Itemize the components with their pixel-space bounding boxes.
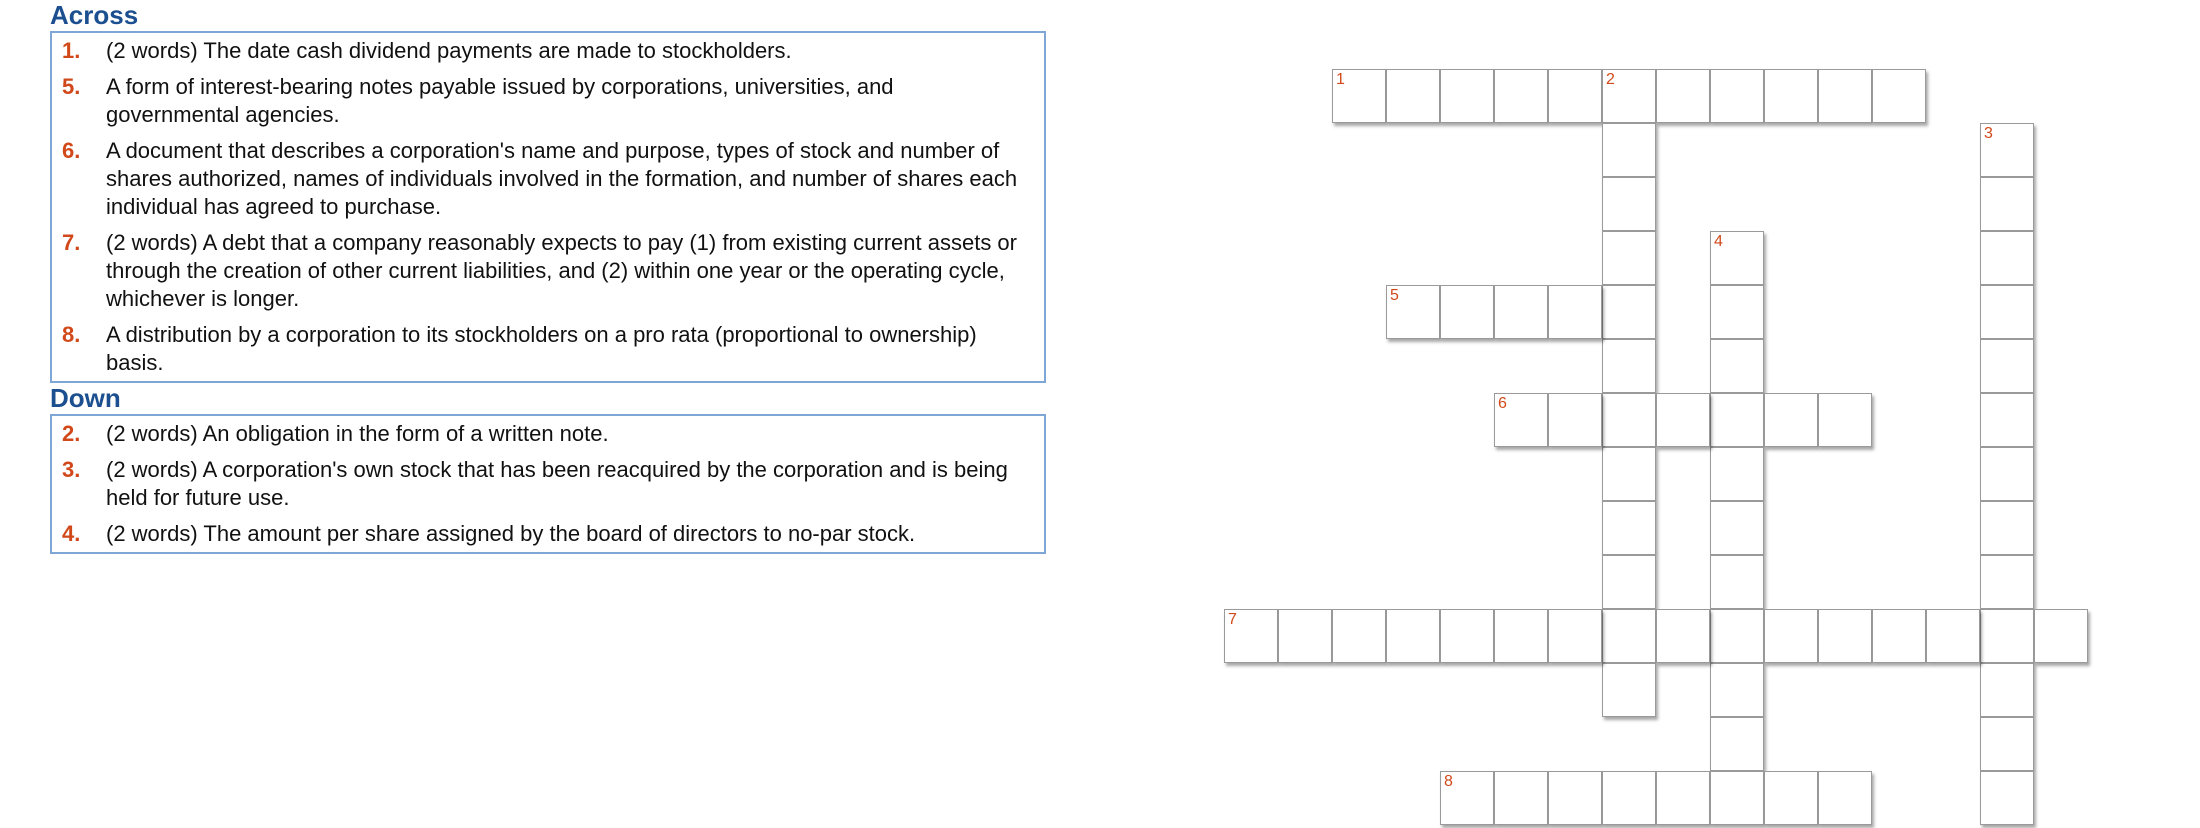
grid-cell[interactable] [1710,447,1764,501]
cell-number: 1 [1336,71,1345,88]
grid-cell[interactable] [1818,609,1872,663]
grid-cell[interactable] [1548,285,1602,339]
grid-cell[interactable] [1710,285,1764,339]
grid-cell[interactable] [1656,393,1710,447]
across-clue[interactable] [52,137,1044,221]
grid-cell[interactable] [1710,663,1764,717]
grid-cell[interactable] [1980,285,2034,339]
clue-number: 5. [62,74,81,99]
clue-number: 3. [62,457,81,482]
down-clue[interactable] [52,456,1044,512]
cell-number: 2 [1606,71,1615,88]
grid-cell[interactable] [1710,771,1764,825]
grid-cell[interactable] [1494,771,1548,825]
down-clue[interactable] [52,420,1044,448]
clue-text: (2 words) The amount per share assigned by the board of directors to no-par stock. [106,521,916,546]
grid-cell[interactable] [1656,771,1710,825]
grid-cell[interactable] [1980,609,2034,663]
grid-cell[interactable] [1872,609,1926,663]
grid-cell[interactable] [1656,609,1710,663]
clue-text: A document that describes a corporation's name and purpose, types of stock and number of shares authorized, names of individuals involved in the formation, and number of shares each individual has agreed to purchase. [106,138,1018,219]
grid-cell[interactable] [1386,609,1440,663]
grid-cell[interactable] [1710,609,1764,663]
across-heading: Across [50,0,139,30]
grid-cell[interactable] [1602,663,1656,717]
clue-text: (2 words) The date cash dividend payments are made to stockholders. [106,38,792,63]
grid-cell[interactable] [1332,69,1386,123]
clue-number: 4. [62,521,81,546]
grid-cell[interactable] [1602,501,1656,555]
grid-cell[interactable] [1386,69,1440,123]
clue-text: A form of interest-bearing notes payable issued by corporations, universities, and governmental agencies. [106,74,894,127]
grid-cell[interactable] [1548,69,1602,123]
cell-number: 6 [1498,395,1507,412]
down-clue-list [50,414,1046,554]
clue-number: 8. [62,322,81,347]
grid-cell[interactable] [1818,771,1872,825]
cell-number: 4 [1714,233,1723,250]
grid-cell[interactable] [1602,393,1656,447]
clue-number: 1. [62,38,81,63]
grid-cell[interactable] [1440,69,1494,123]
grid-cell[interactable] [1764,69,1818,123]
across-clue[interactable] [52,229,1044,313]
grid-cell[interactable] [1980,663,2034,717]
across-clue[interactable] [52,73,1044,129]
grid-cell[interactable] [1332,609,1386,663]
grid-cell[interactable] [1818,393,1872,447]
cell-number: 7 [1228,611,1237,628]
grid-cell[interactable] [1440,609,1494,663]
grid-cell[interactable] [1548,771,1602,825]
grid-cell[interactable] [1602,609,1656,663]
grid-cell[interactable] [2034,609,2088,663]
cell-number: 5 [1390,287,1399,304]
grid-cell[interactable] [1764,393,1818,447]
grid-cell[interactable] [1980,717,2034,771]
cell-number: 8 [1444,773,1453,790]
grid-cell[interactable] [1980,231,2034,285]
clue-number: 6. [62,138,81,163]
grid-cell[interactable] [1494,285,1548,339]
grid-cell[interactable] [1872,69,1926,123]
grid-cell[interactable] [1710,501,1764,555]
across-clue[interactable] [52,37,1044,65]
clue-number: 7. [62,230,81,255]
grid-cell[interactable] [1278,609,1332,663]
grid-cell[interactable] [1494,609,1548,663]
grid-cell[interactable] [1980,771,2034,825]
grid-cell[interactable] [1710,393,1764,447]
grid-cell[interactable] [1602,231,1656,285]
grid-cell[interactable] [1494,69,1548,123]
grid-cell[interactable] [1764,609,1818,663]
grid-cell[interactable] [1224,609,1278,663]
grid-cell[interactable] [1602,285,1656,339]
grid-cell[interactable] [1980,501,2034,555]
grid-cell[interactable] [1386,285,1440,339]
grid-cell[interactable] [1602,177,1656,231]
grid-cell[interactable] [1548,393,1602,447]
clue-text: (2 words) An obligation in the form of a written note. [106,421,609,446]
grid-cell[interactable] [1980,339,2034,393]
grid-cell[interactable] [1602,69,1656,123]
grid-cell[interactable] [1440,771,1494,825]
clue-text: A distribution by a corporation to its stockholders on a pro rata (proportional to ownership) basis. [106,322,977,375]
grid-cell[interactable] [1980,123,2034,177]
grid-cell[interactable] [1764,771,1818,825]
grid-cell[interactable] [1710,231,1764,285]
grid-cell[interactable] [1494,393,1548,447]
grid-cell[interactable] [1548,609,1602,663]
grid-cell[interactable] [1980,177,2034,231]
grid-cell[interactable] [1710,555,1764,609]
grid-cell[interactable] [1710,69,1764,123]
grid-cell[interactable] [1980,447,2034,501]
grid-cell[interactable] [1710,339,1764,393]
grid-cell[interactable] [1710,717,1764,771]
clue-text: (2 words) A corporation's own stock that has been reacquired by the corporation and is being held for future use. [106,457,1008,510]
grid-cell[interactable] [1602,555,1656,609]
across-clue[interactable] [52,321,1044,377]
down-heading: Down [50,383,121,413]
across-clue-list [50,31,1046,383]
grid-cell[interactable] [1602,339,1656,393]
grid-cell[interactable] [1602,123,1656,177]
grid-cell[interactable] [1818,69,1872,123]
clue-text: (2 words) A debt that a company reasonably expects to pay (1) from existing current assets or through the creation of other current liabilities, and (2) within one year or the operating cycle, whichever is longer. [106,230,1017,311]
clue-number: 2. [62,421,81,446]
grid-cell[interactable] [1440,285,1494,339]
cell-number: 3 [1984,125,1993,142]
grid-cell[interactable] [1602,447,1656,501]
down-clue[interactable] [52,520,1044,548]
grid-cell[interactable] [1656,69,1710,123]
grid-cell[interactable] [1926,609,1980,663]
grid-cell[interactable] [1980,393,2034,447]
grid-cell[interactable] [1602,771,1656,825]
grid-cell[interactable] [1980,555,2034,609]
